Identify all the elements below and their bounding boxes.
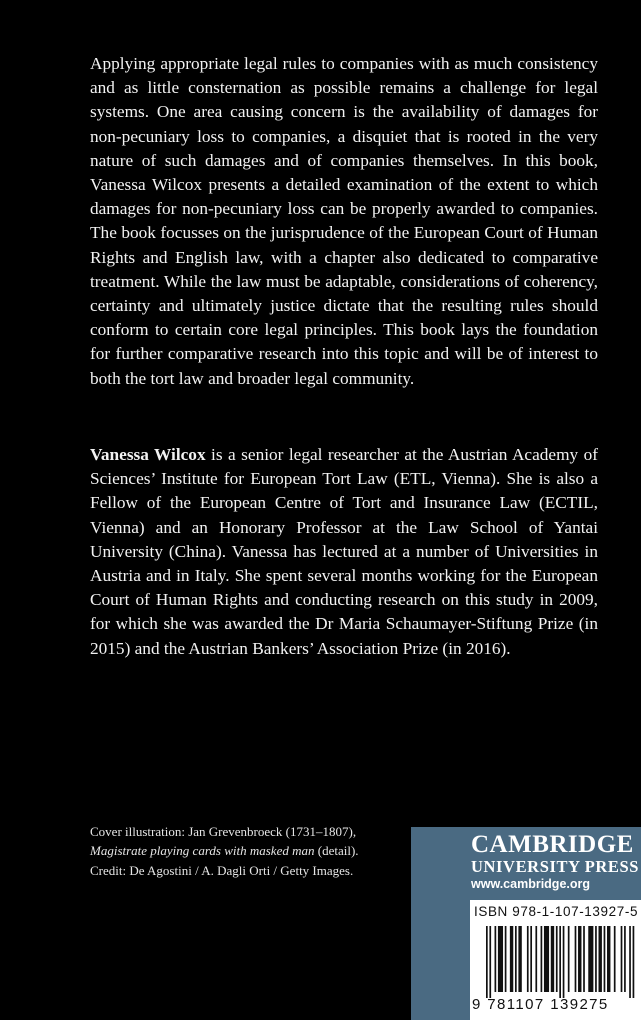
barcode-bar (527, 926, 529, 992)
barcode-bar (535, 926, 537, 992)
barcode-bar (614, 926, 616, 992)
barcode-bar (583, 926, 585, 992)
publisher-name: CAMBRIDGE (471, 831, 634, 858)
barcode-bar (495, 926, 497, 992)
publisher-box (411, 827, 641, 1020)
barcode-bar (568, 926, 570, 992)
barcode-bar (530, 926, 532, 992)
cover-credit (90, 822, 360, 880)
barcode-bar (505, 926, 507, 992)
barcode-bar (624, 926, 626, 992)
barcode-bar (633, 926, 635, 998)
barcode-bar (588, 926, 593, 992)
author-bio-text: is a senior legal researcher at the Austrian Academy of Sciences’ Institute for European Tort Law (ETL, Vienna). She is also a Fellow of the European Centre of Tort and Insurance Law (ECTIL, Vienna) and an Honorary Professor at the Law School of Yantai University (China). Vanessa has lectured at a number of Universities in Austria and in Italy. She spent several months working for the European Court of Human Rights and conducting research on this study in 2009, for which she was awarded the Dr Maria Schaumayer-Stiftung Prize (in 2015) and the Austrian Bankers’ Association Prize (in 2016). (90, 445, 599, 658)
barcode-bar (575, 926, 577, 992)
barcode-bar (486, 926, 488, 998)
barcode-bar (515, 926, 517, 992)
author-bio (90, 443, 598, 661)
barcode-bar (629, 926, 631, 998)
isbn-label: ISBN 978-1-107-13927-5 (474, 904, 639, 919)
barcode-bar (604, 926, 606, 992)
credit-suffix: (detail). Credit: De Agostini / A. Dagli Orti / Getty Images. (90, 843, 359, 878)
barcode-bar (498, 926, 503, 992)
author-name: Vanessa Wilcox (90, 445, 206, 464)
book-description: Applying appropriate legal rules to companies with as much consistency and as little consternation as possible remains a challenge for legal systems. One area causing concern is the availability of damages for non-pecuniary loss to companies, a disquiet that is rooted in the very nature of such damages and of companies themselves. In this book, Vanessa Wilcox presents a detailed examination of the extent to which damages for non-pecuniary loss can be properly awarded to companies. The book focusses on the jurisprudence of the European Court of Human Rights and English law, with a chapter also dedicated to comparative treatment. While the law must be adaptable, considerations of coherency, certainty and ultimately justice dictate that the resulting rules should conform to certain core legal principles. This book lays the foundation for further comparative research into this topic and will be of interest to both the tort law and broader legal community. (90, 54, 598, 388)
barcode-bar (595, 926, 597, 992)
barcode-bar (621, 926, 623, 992)
barcode-bar (578, 926, 581, 992)
publisher-subtitle: UNIVERSITY PRESS (471, 857, 640, 876)
barcode-bar (599, 926, 602, 992)
barcode-digits: 9 781107 139275 (472, 996, 609, 1013)
barcode-bar (510, 926, 513, 992)
barcode-bar (518, 926, 521, 992)
barcode-bar (607, 926, 610, 992)
barcode-bar (559, 926, 561, 998)
publisher-url: www.cambridge.org (471, 877, 591, 891)
barcode-bars (486, 926, 636, 998)
barcode-bar (563, 926, 565, 998)
artwork-title: Magistrate playing cards with masked man (90, 843, 315, 859)
barcode-bar (556, 926, 558, 992)
barcode-bar (551, 926, 554, 992)
credit-prefix: Cover illustration: Jan Grevenbroeck (1731–1807), (90, 824, 357, 839)
barcode-panel (470, 900, 641, 1020)
barcode-bar (541, 926, 543, 992)
barcode-bar (544, 926, 549, 992)
barcode-bar (489, 926, 491, 998)
